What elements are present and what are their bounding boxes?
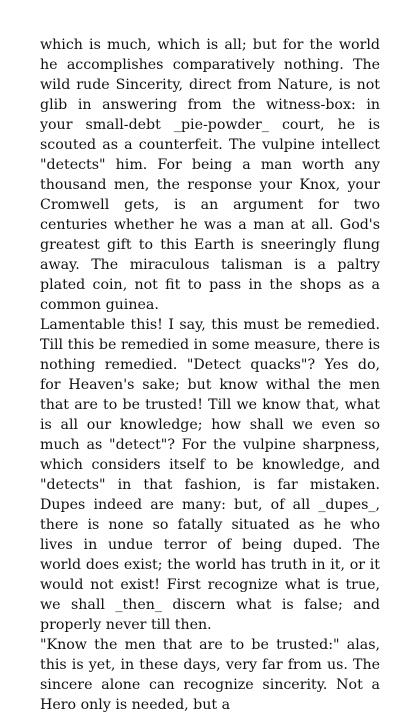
document-page [40,35,380,715]
paragraph-2: Lamentable this! I say, this must be remedied. Till this be remedied in some measure, there is nothing remedied. "Detect quacks"? Yes do, for Heaven's sake; but know withal the men that are to be trusted! Till we know that, what is all our knowledge; how shall we even so much as "detect"? For the vulpine sharpness, which considers itself to be knowledge, and "detects" in that fashion, is far mistaken. Dupes indeed are many: but, of all _dupes_, there is none so fatally situated as he who lives in undue terror of being duped. The world does exist; the world has truth in it, or it would not exist! First recognize what is true, we shall _then_ discern what is false; and properly never till then. [40,317,380,633]
paragraph-1: which is much, which is all; but for the world he accomplishes comparatively nothing. The wild rude Sincerity, direct from Nature, is not glib in answering from the witness-box: in your small-debt _pie-powder_ court, he is scouted as a counterfeit. The vulpine intellect "detects" him. For being a man worth any thousand men, the response your Knox, your Cromwell gets, is an argument for two centuries whether he was a man at all. God's greatest gift to this Earth is sneeringly flung away. The miraculous talisman is a paltry plated coin, not fit to pass in the shops as a common guinea. [40,37,380,313]
paragraph-3: "Know the men that are to be trusted:" alas, this is yet, in these days, very far from us. The sincere alone can recognize sincerity. Not a Hero only is needed, but a [40,637,380,713]
